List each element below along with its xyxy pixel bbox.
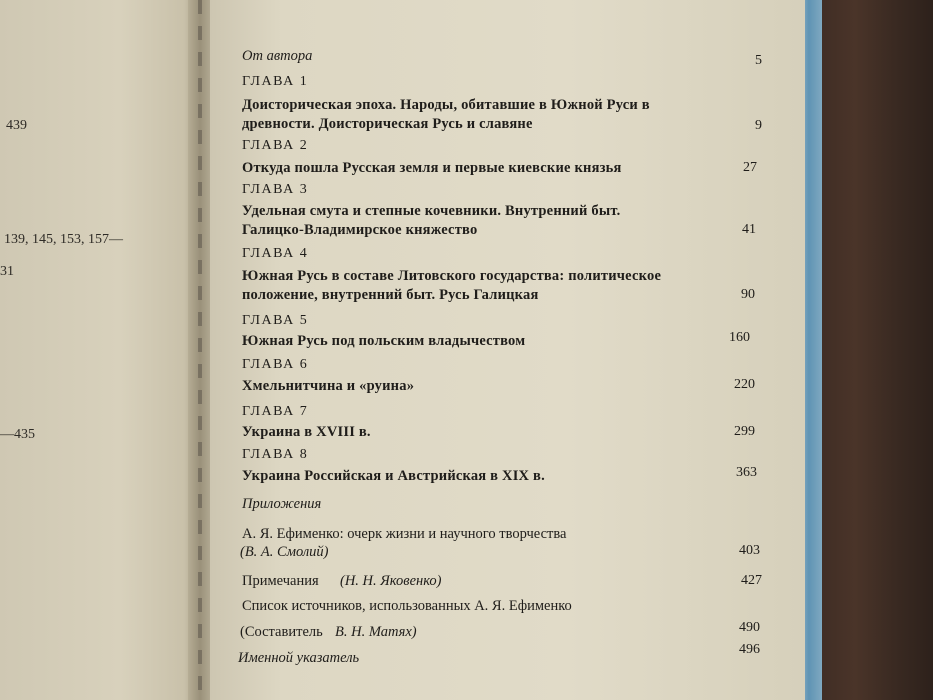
chapter-title: положение, внутренний быт. Русь Галицкая	[242, 287, 539, 303]
toc-page-number: 27	[743, 160, 757, 175]
chapter-title: Южная Русь в составе Литовского государства: политическое	[242, 268, 662, 284]
appendix-entry-author: В. Н. Матях)	[335, 624, 417, 640]
toc-page-number: 403	[739, 543, 760, 558]
chapter-title: Удельная смута и степные кочевники. Внутренний быт.	[242, 203, 621, 219]
chapter-heading: ГЛАВА 4	[242, 246, 309, 261]
chapter-heading: ГЛАВА 8	[242, 447, 309, 462]
chapter-title: Южная Русь под польским владычеством	[242, 333, 526, 349]
left-page-fragment: —435	[0, 427, 35, 442]
toc-from-author: От автора	[242, 48, 313, 64]
chapter-title: Галицко-Владимирское княжество	[242, 222, 478, 238]
appendix-heading: Приложения	[242, 496, 322, 512]
toc-page-number: 363	[736, 465, 757, 480]
appendix-entry: Список источников, использованных А. Я. Ефименко	[242, 598, 572, 614]
appendix-entry-author: (Н. Н. Яковенко)	[340, 573, 442, 589]
toc-page-number: 5	[755, 53, 762, 68]
appendix-entry: Именной указатель	[238, 650, 360, 666]
chapter-title: Доисторическая эпоха. Народы, обитавшие в Южной Руси в	[242, 97, 650, 113]
chapter-title: древности. Доисторическая Русь и славяне	[242, 116, 533, 132]
chapter-title: Хмельнитчина и «руина»	[242, 378, 415, 394]
chapter-heading: ГЛАВА 2	[242, 138, 309, 153]
left-page-fragment: 139, 145, 153, 157—	[4, 232, 123, 247]
chapter-heading: ГЛАВА 5	[242, 313, 309, 328]
appendix-entry-author: (В. А. Смолий)	[240, 544, 329, 560]
toc-page-number: 220	[734, 377, 755, 392]
appendix-entry: А. Я. Ефименко: очерк жизни и научного творчества	[242, 526, 567, 542]
toc-page-number: 427	[741, 573, 762, 588]
toc-page-number: 490	[739, 620, 760, 635]
toc-page-number: 90	[741, 287, 755, 302]
chapter-heading: ГЛАВА 1	[242, 74, 309, 89]
toc-page-number: 41	[742, 222, 756, 237]
wooden-table	[803, 0, 933, 700]
appendix-entry: Примечания	[242, 573, 319, 589]
chapter-title: Украина в XVIII в.	[242, 424, 371, 440]
left-page-fragment: 439	[6, 118, 27, 133]
appendix-entry: (Составитель	[240, 624, 323, 640]
table-of-contents-page	[210, 0, 805, 700]
left-page-fragment: 31	[0, 264, 14, 279]
toc-page-number: 9	[755, 118, 762, 133]
toc-page-number: 496	[739, 642, 760, 657]
chapter-heading: ГЛАВА 3	[242, 182, 309, 197]
chapter-title: Откуда пошла Русская земля и первые киевские князья	[242, 160, 622, 176]
binding-stitches	[198, 0, 202, 700]
chapter-heading: ГЛАВА 6	[242, 357, 309, 372]
toc-page-number: 160	[729, 330, 750, 345]
toc-page-number: 299	[734, 424, 755, 439]
chapter-title: Украина Российская и Австрийская в XIX в.	[242, 468, 545, 484]
left-page	[0, 0, 200, 700]
chapter-heading: ГЛАВА 7	[242, 404, 309, 419]
